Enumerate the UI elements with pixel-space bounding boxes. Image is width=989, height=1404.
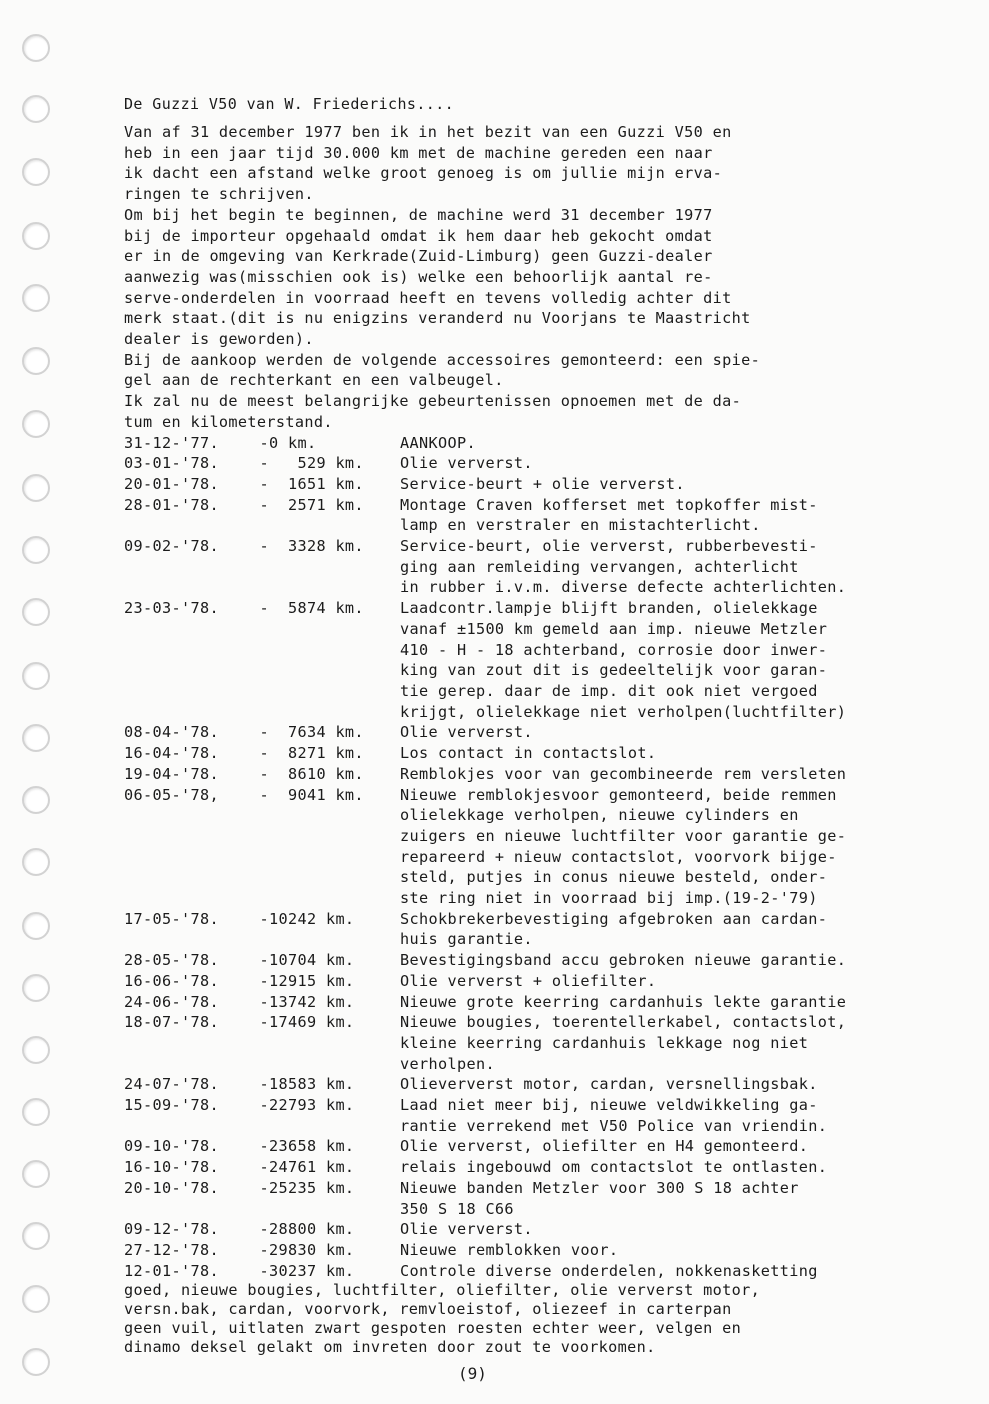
- log-kilometers: - 2571 km.: [250, 495, 364, 514]
- log-kilometers: - 8610 km.: [250, 764, 364, 783]
- punch-hole: [22, 158, 50, 186]
- log-description-line: Olie ververst, oliefilter en H4 gemonteerd.: [400, 1137, 809, 1156]
- log-date: 12-01-'78.: [124, 1261, 219, 1280]
- intro-line: aanwezig was(misschien ook is) welke een behoorlijk aantal re-: [124, 267, 713, 286]
- intro-line: tum en kilometerstand.: [124, 412, 333, 431]
- punch-hole: [22, 786, 50, 814]
- log-description-line: rantie verrekend met V50 Police van vriendin.: [400, 1116, 828, 1135]
- log-description: [400, 1261, 818, 1282]
- punch-hole: [22, 1160, 50, 1188]
- log-description-line: Nieuwe grote keerring cardanhuis lekte garantie: [400, 992, 847, 1011]
- log-kilometers: -17469 km.: [250, 1013, 355, 1032]
- log-date: 20-10-'78.: [124, 1178, 219, 1197]
- intro-line: dealer is geworden).: [124, 330, 314, 349]
- log-entry: [124, 764, 986, 785]
- log-entry: [124, 785, 986, 909]
- punch-hole: [22, 410, 50, 438]
- log-entry: [124, 1074, 986, 1095]
- log-kilometers: -23658 km.: [250, 1137, 355, 1156]
- log-entry: [124, 743, 986, 764]
- punch-hole: [22, 1222, 50, 1250]
- log-description: [400, 474, 685, 495]
- log-kilometers: -25235 km.: [250, 1178, 355, 1197]
- log-description: [400, 743, 656, 764]
- log-description-line: vanaf ±1500 km gemeld aan imp. nieuwe Metzler: [400, 619, 828, 638]
- punch-hole: [22, 284, 50, 312]
- intro-line: ringen te schrijven.: [124, 185, 314, 204]
- intro-line: merk staat.(dit is nu enigzins veranderd nu Voorjans te Maastricht: [124, 309, 751, 328]
- log-kilometers: - 8271 km.: [250, 744, 364, 763]
- log-entry: [124, 1012, 986, 1074]
- punch-hole: [22, 662, 50, 690]
- punch-hole: [22, 1348, 50, 1376]
- log-entry: [124, 1157, 986, 1178]
- log-kilometers: - 9041 km.: [250, 785, 364, 804]
- log-entry: [124, 992, 986, 1013]
- log-description-line: Montage Craven kofferset met topkoffer mist-: [400, 495, 818, 514]
- log-date: 24-06-'78.: [124, 992, 219, 1011]
- log-description-line: Laadcontr.lampje blijft branden, olielekkage: [400, 599, 818, 618]
- log-description-line: Controle diverse onderdelen, nokkenasketting: [400, 1261, 818, 1280]
- article-title: De Guzzi V50 van W. Friederichs....: [124, 95, 455, 113]
- log-entry: [124, 536, 986, 598]
- log-description-line: Olie ververst.: [400, 723, 533, 742]
- log-description-line: Nieuwe remblokken voor.: [400, 1240, 619, 1259]
- punch-hole: [22, 474, 50, 502]
- log-description-line: ging aan remleiding vervangen, achterlicht: [400, 557, 799, 576]
- log-kilometers: -12915 km.: [250, 971, 355, 990]
- log-description-line: relais ingebouwd om contactslot te ontlasten.: [400, 1158, 828, 1177]
- article-body: [124, 95, 986, 1357]
- log-description-line: repareerd + nieuw contactslot, voorvork bijge-: [400, 847, 837, 866]
- log-entry: [124, 971, 986, 992]
- binder-punch-holes: [22, 0, 50, 1404]
- log-date: 18-07-'78.: [124, 1013, 219, 1032]
- log-kilometers: -10704 km.: [250, 951, 355, 970]
- log-description-line: kleine keerring cardanhuis lekkage nog niet: [400, 1033, 809, 1052]
- log-entry: [124, 598, 986, 722]
- log-entry: [124, 1095, 986, 1136]
- log-date: 09-10-'78.: [124, 1137, 219, 1156]
- log-description: [400, 453, 533, 474]
- log-date: 17-05-'78.: [124, 909, 219, 928]
- log-description-line: Service-beurt + olie ververst.: [400, 474, 685, 493]
- log-description-line: Olie ververst.: [400, 454, 533, 473]
- log-description-line: ste ring niet in voorraad bij imp.(19-2-'79): [400, 889, 818, 908]
- log-kilometers: -29830 km.: [250, 1240, 355, 1259]
- log-description-line: AANKOOP.: [400, 433, 476, 452]
- log-date: 28-05-'78.: [124, 951, 219, 970]
- log-date: 08-04-'78.: [124, 723, 219, 742]
- log-description: [400, 1178, 799, 1219]
- intro-line: Van af 31 december 1977 ben ik in het bezit van een Guzzi V50 en: [124, 123, 732, 141]
- log-date: 15-09-'78.: [124, 1096, 219, 1115]
- log-description: [400, 1157, 827, 1178]
- log-kilometers: -28800 km.: [250, 1220, 355, 1239]
- log-description: [400, 909, 827, 950]
- log-description-line: huis garantie.: [400, 930, 533, 949]
- log-description-line: verholpen.: [400, 1054, 495, 1073]
- closing-line: versn.bak, cardan, voorvork, remvloeistof, oliezeef in carterpan: [124, 1300, 732, 1319]
- log-description: [400, 598, 846, 722]
- closing-line: goed, nieuwe bougies, luchtfilter, oliefilter, olie ververst motor,: [124, 1281, 761, 1300]
- log-date: 24-07-'78.: [124, 1075, 219, 1094]
- log-entry: [124, 1261, 986, 1282]
- intro-line: serve-onderdelen in voorraad heeft en tevens volledig achter dit: [124, 288, 732, 307]
- log-entry: [124, 1240, 986, 1261]
- log-date: 19-04-'78.: [124, 764, 219, 783]
- punch-hole: [22, 598, 50, 626]
- intro-line: Ik zal nu de meest belangrijke gebeurtenissen opnoemen met de da-: [124, 392, 742, 411]
- log-date: 23-03-'78.: [124, 599, 219, 618]
- punch-hole: [22, 912, 50, 940]
- log-description: [400, 971, 656, 992]
- log-description: [400, 992, 846, 1013]
- log-kilometers: - 7634 km.: [250, 723, 364, 742]
- punch-hole: [22, 1036, 50, 1064]
- log-description-line: Laad niet meer bij, nieuwe veldwikkeling ga-: [400, 1096, 818, 1115]
- log-description-line: Nieuwe remblokjesvoor gemonteerd, beide remmen: [400, 785, 837, 804]
- log-description: [400, 785, 846, 909]
- log-description: [400, 1219, 533, 1240]
- log-description: [400, 1136, 808, 1157]
- intro-line: Bij de aankoop werden de volgende accessoires gemonteerd: een spie-: [124, 350, 761, 369]
- log-date: 20-01-'78.: [124, 474, 219, 493]
- log-entry: [124, 722, 986, 743]
- closing-line: dinamo deksel gelakt om invreten door zout te voorkomen.: [124, 1338, 656, 1357]
- page-number: (9): [458, 1364, 487, 1383]
- log-description: [400, 764, 846, 785]
- punch-hole: [22, 1285, 50, 1313]
- log-date: 06-05-'78,: [124, 785, 219, 804]
- closing-text: [124, 1281, 986, 1357]
- log-description-line: olielekkage verholpen, nieuwe cylinders en: [400, 806, 799, 825]
- log-description-line: 350 S 18 C66: [400, 1199, 514, 1218]
- log-description: [400, 1095, 827, 1136]
- log-description: [400, 433, 476, 454]
- log-description: [400, 495, 818, 536]
- log-description-line: tie gerep. daar de imp. dit ook niet vergoed: [400, 681, 818, 700]
- log-entry: [124, 909, 986, 950]
- log-kilometers: - 1651 km.: [250, 474, 364, 493]
- log-description-line: Schokbrekerbevestiging afgebroken aan cardan-: [400, 909, 828, 928]
- log-date: 16-04-'78.: [124, 744, 219, 763]
- log-description: [400, 950, 846, 971]
- punch-hole: [22, 95, 50, 123]
- log-date: 09-12-'78.: [124, 1220, 219, 1239]
- log-entry: [124, 1136, 986, 1157]
- log-description: [400, 722, 533, 743]
- punch-hole: [22, 347, 50, 375]
- punch-hole: [22, 724, 50, 752]
- log-description-line: 410 - H - 18 achterband, corrosie door inwer-: [400, 640, 828, 659]
- log-description-line: Olieververst motor, cardan, versnellingsbak.: [400, 1075, 818, 1094]
- log-description-line: lamp en verstraler en mistachterlicht.: [400, 516, 761, 535]
- log-kilometers: - 3328 km.: [250, 537, 364, 556]
- log-date: 16-10-'78.: [124, 1158, 219, 1177]
- log-date: 09-02-'78.: [124, 537, 219, 556]
- log-description-line: krijgt, olielekkage niet verholpen(luchtfilter): [400, 702, 847, 721]
- log-description-line: steld, putjes in conus nieuwe besteld, onder-: [400, 868, 828, 887]
- log-description: [400, 1074, 818, 1095]
- closing-line: geen vuil, uitlaten zwart gespoten roesten echter weer, velgen en: [124, 1319, 742, 1338]
- log-kilometers: -18583 km.: [250, 1075, 355, 1094]
- log-entry: [124, 1219, 986, 1240]
- log-description-line: Nieuwe banden Metzler voor 300 S 18 achter: [400, 1178, 799, 1197]
- log-description-line: Remblokjes voor van gecombineerde rem versleten: [400, 764, 847, 783]
- maintenance-log: [124, 433, 986, 1282]
- intro-line: ik dacht een afstand welke groot genoeg is om jullie mijn erva-: [124, 164, 723, 183]
- punch-hole: [22, 34, 50, 62]
- intro-text: [124, 122, 986, 433]
- punch-hole: [22, 222, 50, 250]
- log-entry: [124, 474, 986, 495]
- log-date: 03-01-'78.: [124, 454, 219, 473]
- log-date: 28-01-'78.: [124, 495, 219, 514]
- log-description-line: Olie ververst.: [400, 1220, 533, 1239]
- log-kilometers: -10242 km.: [250, 909, 355, 928]
- log-kilometers: - 529 km.: [250, 454, 364, 473]
- log-date: 27-12-'78.: [124, 1240, 219, 1259]
- intro-line: bij de importeur opgehaald omdat ik hem daar heb gekocht omdat: [124, 226, 713, 245]
- punch-hole: [22, 536, 50, 564]
- log-description-line: zuigers en nieuwe luchtfilter voor garantie ge-: [400, 826, 847, 845]
- log-description-line: Service-beurt, olie ververst, rubberbevesti-: [400, 537, 818, 556]
- log-entry: [124, 453, 986, 474]
- log-kilometers: -30237 km.: [250, 1261, 355, 1280]
- punch-hole: [22, 1098, 50, 1126]
- log-kilometers: -13742 km.: [250, 992, 355, 1011]
- intro-line: Om bij het begin te beginnen, de machine werd 31 december 1977: [124, 205, 713, 224]
- log-description-line: Los contact in contactslot.: [400, 744, 657, 763]
- log-kilometers: - 5874 km.: [250, 599, 364, 618]
- log-description-line: king van zout dit is gedeeltelijk voor garan-: [400, 661, 828, 680]
- log-entry: [124, 950, 986, 971]
- punch-hole: [22, 974, 50, 1002]
- log-description: [400, 536, 846, 598]
- log-description-line: Olie ververst + oliefilter.: [400, 971, 657, 990]
- log-description-line: Bevestigingsband accu gebroken nieuwe garantie.: [400, 951, 847, 970]
- log-description: [400, 1240, 618, 1261]
- log-kilometers: -24761 km.: [250, 1158, 355, 1177]
- intro-line: gel aan de rechterkant en een valbeugel.: [124, 371, 504, 390]
- log-kilometers: -22793 km.: [250, 1096, 355, 1115]
- intro-line: er in de omgeving van Kerkrade(Zuid-Limburg) geen Guzzi-dealer: [124, 247, 713, 266]
- log-description-line: in rubber i.v.m. diverse defecte achterlichten.: [400, 578, 847, 597]
- log-entry: [124, 495, 986, 536]
- log-date: 16-06-'78.: [124, 971, 219, 990]
- log-date: 31-12-'77.: [124, 433, 219, 452]
- log-description-line: Nieuwe bougies, toerentellerkabel, contactslot,: [400, 1013, 847, 1032]
- intro-line: heb in een jaar tijd 30.000 km met de machine gereden een naar: [124, 143, 713, 162]
- log-description: [400, 1012, 846, 1074]
- punch-hole: [22, 848, 50, 876]
- log-kilometers: -0 km.: [250, 433, 317, 452]
- log-entry: [124, 433, 986, 454]
- log-entry: [124, 1178, 986, 1219]
